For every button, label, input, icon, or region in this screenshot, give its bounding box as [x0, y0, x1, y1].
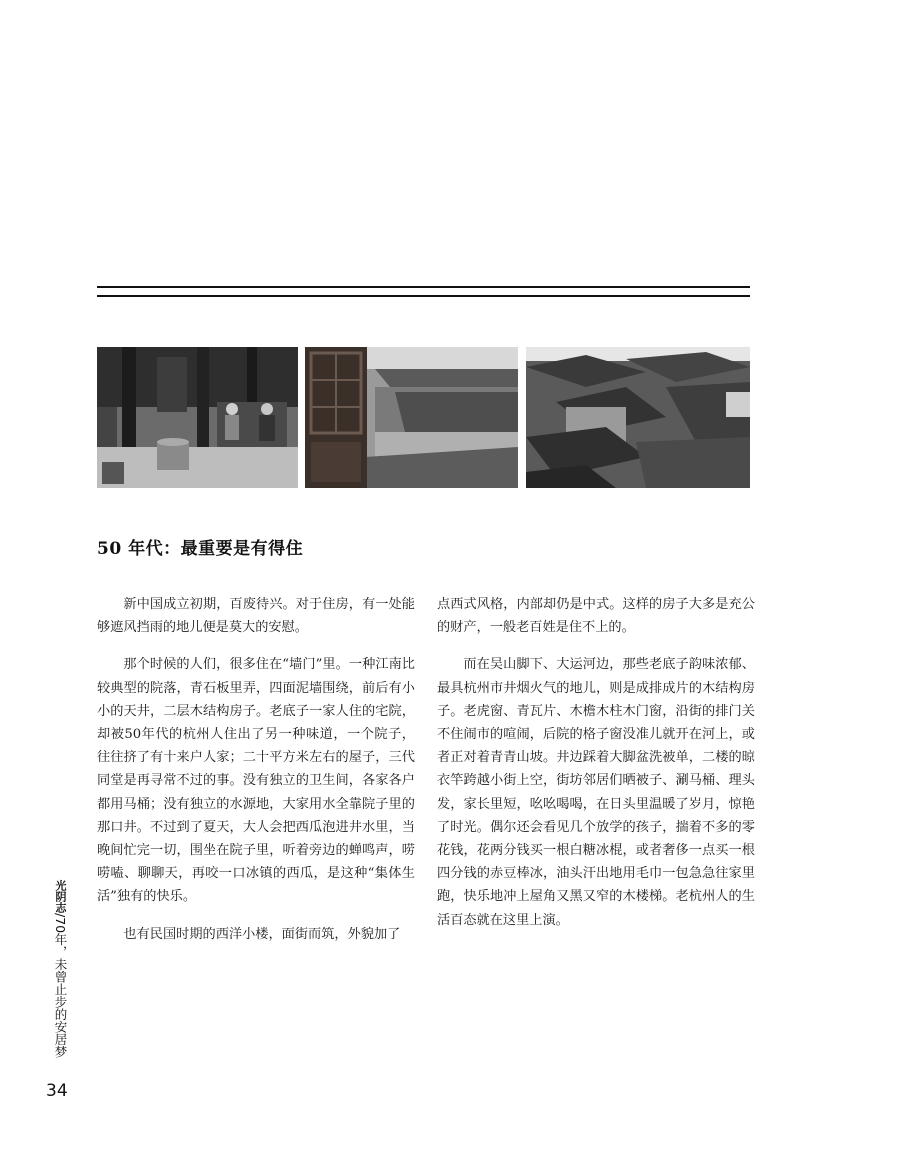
photo-tiled-rooftops	[526, 347, 750, 488]
paragraph: 而在吴山脚下、大运河边，那些老底子韵味浓郁、最具杭州市井烟火气的地儿，则是成排成片的木结构房子。老虎窗、青瓦片、木檐木柱木门窗，沿街的排门关不住闹市的喧闹，后院的格子窗没准儿就开在河上，或者正对着青青山坡。井边踩着大脚盆洗被单，二楼的晾衣竿跨越小街上空，街坊邻居们晒被子、涮马桶、理头发，家长里短，吆吆喝喝，在日头里温暖了岁月，惊艳了时光。偶尔还会看见几个放学的孩子，揣着不多的零花钱，花两分钱买一根白糖冰棍，或者奢侈一点买一根四分钱的赤豆棒冰，油头汗出地用毛巾一包急急往家里跑，快乐地冲上屋角又黑又窄的木楼梯。老杭州人的生活百态就在这里上演。	[437, 657, 755, 928]
paragraph: 也有民国时期的西洋小楼，面街而筑，外貌加了	[123, 926, 401, 942]
magazine-brand: 光阴志	[54, 880, 67, 913]
paragraph-continued: 点西式风格，内部却仍是中式。这样的房子大多是充公的财产，一般老百姓是住不上的。	[437, 597, 755, 636]
text-column-left	[97, 593, 415, 960]
header-rule-bottom	[97, 295, 750, 297]
photo-courtyard-life	[97, 347, 298, 488]
header-rule-top	[97, 286, 750, 288]
page-number: 34	[46, 1081, 68, 1101]
section-heading: 50 年代：最重要是有得住	[97, 539, 304, 559]
paragraph: 那个时候的人们，很多住在“墙门”里。一种江南比较典型的院落，青石板里弄，四面泥墙围绕，前后有小小的天井，二层木结构房子。老底子一家人住的宅院，却被50年代的杭州人住出了另一种味道，一个院子，往往挤了有十来户人家；二十平方米左右的屋子，三代同堂是再寻常不过的事。没有独立的卫生间，各家各户都用马桶；没有独立的水源地，大家用水全靠院子里的那口井。不过到了夏天，大人会把西瓜泡进井水里，当晚间忙完一切，围坐在院子里，听着旁边的蝉鸣声，唠唠嗑、聊聊天，再咬一口冰镇的西瓜，是这种“集体生活”独有的快乐。	[97, 657, 415, 905]
article-title: 70年，未曾止步的安居梦	[53, 917, 68, 1059]
running-footer-title	[50, 880, 70, 1058]
text-column-right	[437, 593, 755, 946]
paragraph: 新中国成立初期，百废待兴。对于住房，有一处能够遮风挡雨的地儿便是莫大的安慰。	[97, 597, 415, 636]
photo-lattice-window-roofs	[305, 347, 518, 488]
footer-separator: /	[53, 913, 68, 918]
